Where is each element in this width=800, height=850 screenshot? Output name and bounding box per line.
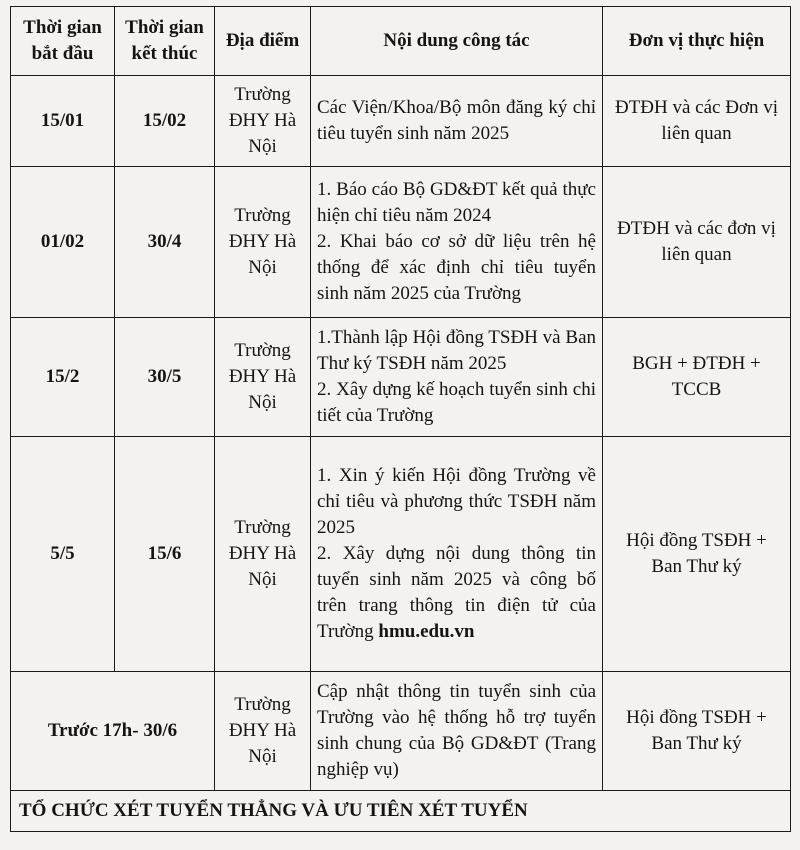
location-cell: Trường ĐHY Hà Nội [215,167,311,318]
deadline-cell: Trước 17h- 30/6 [11,672,215,791]
content-item [317,541,596,645]
content-item: Cập nhật thông tin tuyển sinh của Trường vào hệ thống hỗ trợ tuyển sinh chung của Bộ GD&ĐT (Trang nghiệp vụ) [317,681,596,780]
start-date-cell: 15/01 [11,76,115,167]
unit-cell: BGH + ĐTĐH + TCCB [603,318,791,437]
end-date-cell: 30/5 [115,318,215,437]
section-title: TỔ CHỨC XÉT TUYỂN THẲNG VÀ ƯU TIÊN XÉT TUYỂN [11,791,791,832]
unit-cell: ĐTĐH và các Đơn vị liên quan [603,76,791,167]
location-cell: Trường ĐHY Hà Nội [215,437,311,672]
end-date-cell: 15/02 [115,76,215,167]
location-cell: Trường ĐHY Hà Nội [215,672,311,791]
unit-cell: Hội đồng TSĐH + Ban Thư ký [603,437,791,672]
table-row [11,437,791,672]
table-row [11,76,791,167]
content-cell [311,167,603,318]
header-end-time: Thời gian kết thúc [115,7,215,76]
admission-schedule-table [10,6,791,832]
content-item: Các Viện/Khoa/Bộ môn đăng ký chỉ tiêu tuyển sinh năm 2025 [317,97,596,144]
header-unit: Đơn vị thực hiện [603,7,791,76]
content-item: 1. Xin ý kiến Hội đồng Trường về chỉ tiêu và phương thức TSĐH năm 2025 [317,465,596,538]
header-location: Địa điểm [215,7,311,76]
content-cell [311,318,603,437]
table-row [11,672,791,791]
content-item: 1.Thành lập Hội đồng TSĐH và Ban Thư ký TSĐH năm 2025 [317,327,596,374]
header-row [11,7,791,76]
start-date-cell: 01/02 [11,167,115,318]
end-date-cell: 15/6 [115,437,215,672]
table-row [11,318,791,437]
end-date-cell: 30/4 [115,167,215,318]
content-item: 1. Báo cáo Bộ GD&ĐT kết quả thực hiện chỉ tiêu năm 2024 [317,179,596,226]
location-cell: Trường ĐHY Hà Nội [215,318,311,437]
table-row [11,167,791,318]
content-cell [311,672,603,791]
content-cell [311,76,603,167]
header-content: Nội dung công tác [311,7,603,76]
content-item: 2. Khai báo cơ sở dữ liệu trên hệ thống để xác định chỉ tiêu tuyển sinh năm 2025 của Trường [317,231,596,304]
content-item: 2. Xây dựng kế hoạch tuyển sinh chi tiết của Trường [317,379,596,426]
section-row [11,791,791,832]
start-date-cell: 5/5 [11,437,115,672]
content-cell [311,437,603,672]
unit-cell: Hội đồng TSĐH + Ban Thư ký [603,672,791,791]
website-link: hmu.edu.vn [378,621,475,642]
unit-cell: ĐTĐH và các đơn vị liên quan [603,167,791,318]
location-cell: Trường ĐHY Hà Nội [215,76,311,167]
start-date-cell: 15/2 [11,318,115,437]
header-start-time: Thời gian bắt đầu [11,7,115,76]
content-item-text: 2. Xây dựng nội dung thông tin tuyển sinh năm 2025 và công bố trên trang thông tin điện tử của Trường [317,543,596,642]
